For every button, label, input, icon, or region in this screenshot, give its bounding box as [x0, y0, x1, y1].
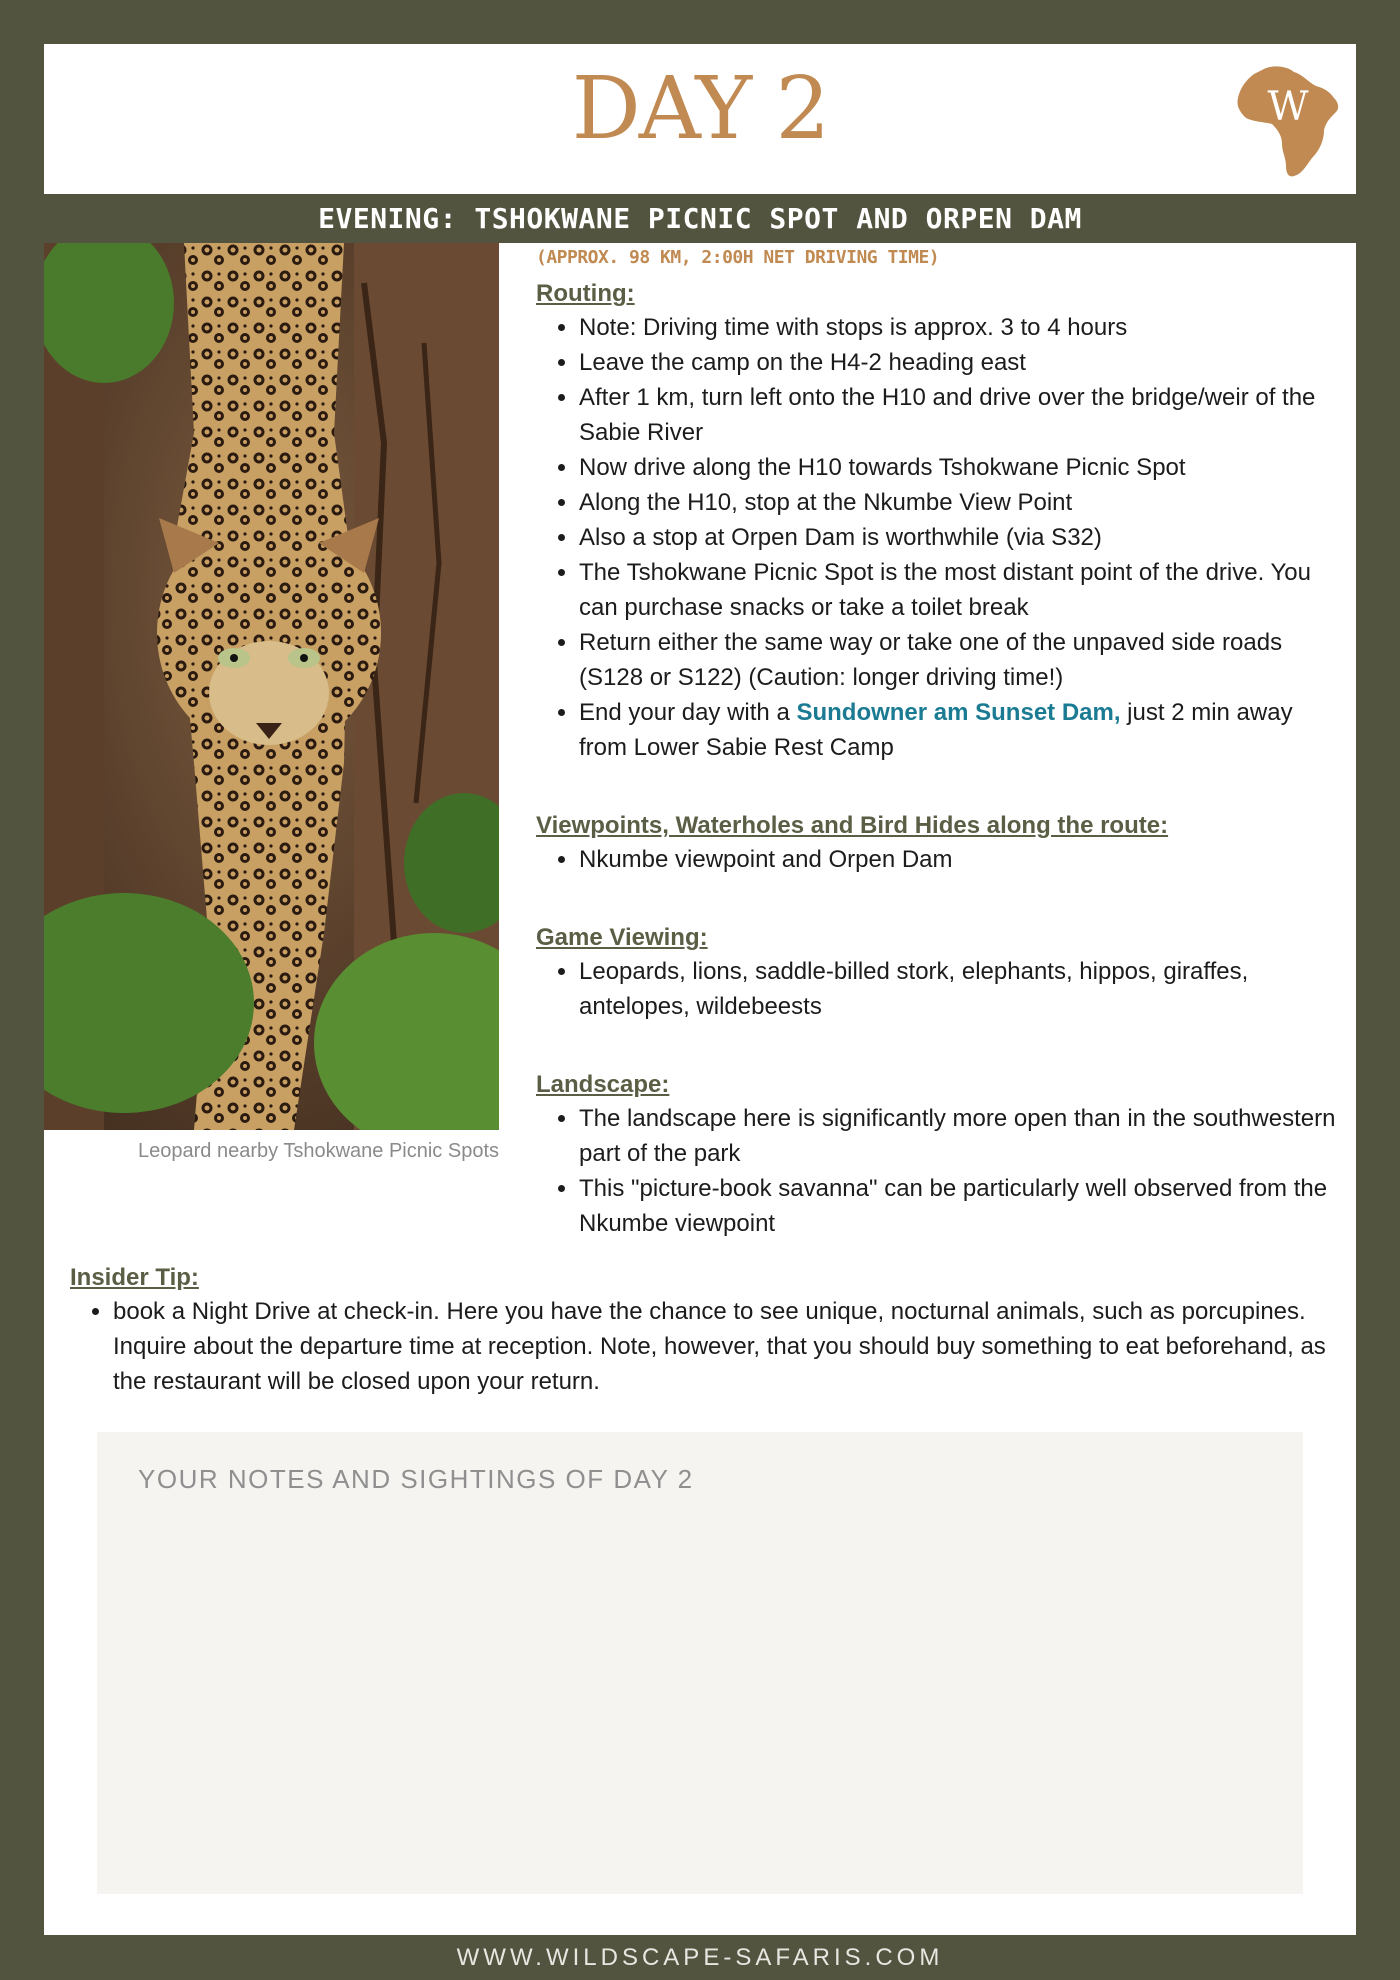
list-item: • Along the H10, stop at the Nkumbe View Point: [579, 485, 1336, 520]
leopard-photo: [44, 243, 499, 1130]
list-item: • Now drive along the H10 towards Tshokwane Picnic Spot: [579, 450, 1336, 485]
list-item: • After 1 km, turn left onto the H10 and drive over the bridge/weir of the Sabie River: [579, 380, 1336, 450]
route-content: [536, 247, 1336, 1241]
list-item: • book a Night Drive at check-in. Here you have the chance to see unique, nocturnal animals, such as porcupines. Inquire about the departure time at reception. Note, however, that you should buy something to eat beforehand, as the restaurant will be closed upon your return.: [113, 1294, 1340, 1399]
landscape-list: [536, 1101, 1336, 1241]
game-viewing-list: [536, 954, 1336, 1024]
list-item: • Return either the same way or take one of the unpaved side roads (S128 or S122) (Caution: longer driving time!): [579, 625, 1336, 695]
notes-box[interactable]: [97, 1432, 1303, 1894]
insider-tip: [70, 1252, 1340, 1399]
section-banner: EVENING: TSHOKWANE PICNIC SPOT AND ORPEN DAM: [44, 194, 1356, 243]
list-item-text: End your day with a: [579, 699, 797, 726]
list-item: • Leopards, lions, saddle-billed stork, elephants, hippos, giraffes, antelopes, wildebeests: [579, 954, 1336, 1024]
list-item-text: just 2 min away from Lower Sabie Rest Camp: [579, 699, 1293, 761]
list-item: • Note: Driving time with stops is approx. 3 to 4 hours: [579, 310, 1336, 345]
list-item: [579, 695, 1336, 765]
page: [44, 44, 1356, 1935]
list-item: • This "picture-book savanna" can be particularly well observed from the Nkumbe viewpoint: [579, 1171, 1336, 1241]
list-item: • The landscape here is significantly more open than in the southwestern part of the park: [579, 1101, 1336, 1171]
photo-caption: Leopard nearby Tshokwane Picnic Spots: [138, 1140, 499, 1162]
footer-url[interactable]: WWW.WILDSCAPE-SAFARIS.COM: [456, 1944, 944, 1971]
viewpoints-heading: Viewpoints, Waterholes and Bird Hides along the route:: [536, 812, 1169, 839]
distance-subtitle: (APPROX. 98 KM, 2:00H NET DRIVING TIME): [536, 247, 940, 268]
routing-list: [536, 310, 1336, 765]
list-item: • The Tshokwane Picnic Spot is the most distant point of the drive. You can purchase snacks or take a toilet break: [579, 555, 1336, 625]
game-viewing-heading: Game Viewing:: [536, 924, 708, 951]
landscape-heading: Landscape:: [536, 1071, 670, 1098]
svg-text:W: W: [1267, 84, 1309, 130]
insider-tip-list: [70, 1294, 1340, 1399]
notes-title: YOUR NOTES AND SIGHTINGS OF DAY 2: [138, 1464, 694, 1494]
day-title: DAY 2: [571, 59, 829, 159]
list-item: • Leave the camp on the H4-2 heading east: [579, 345, 1336, 380]
list-item: • Also a stop at Orpen Dam is worthwhile (via S32): [579, 520, 1336, 555]
viewpoints-list: [536, 842, 1336, 877]
insider-tip-heading: Insider Tip:: [70, 1264, 199, 1291]
header: [44, 44, 1356, 194]
sundowner-link[interactable]: Sundowner am Sunset Dam,: [796, 699, 1121, 726]
list-item: • Nkumbe viewpoint and Orpen Dam: [579, 842, 1336, 877]
africa-logo-icon: [1232, 62, 1342, 180]
routing-heading: Routing:: [536, 280, 635, 307]
